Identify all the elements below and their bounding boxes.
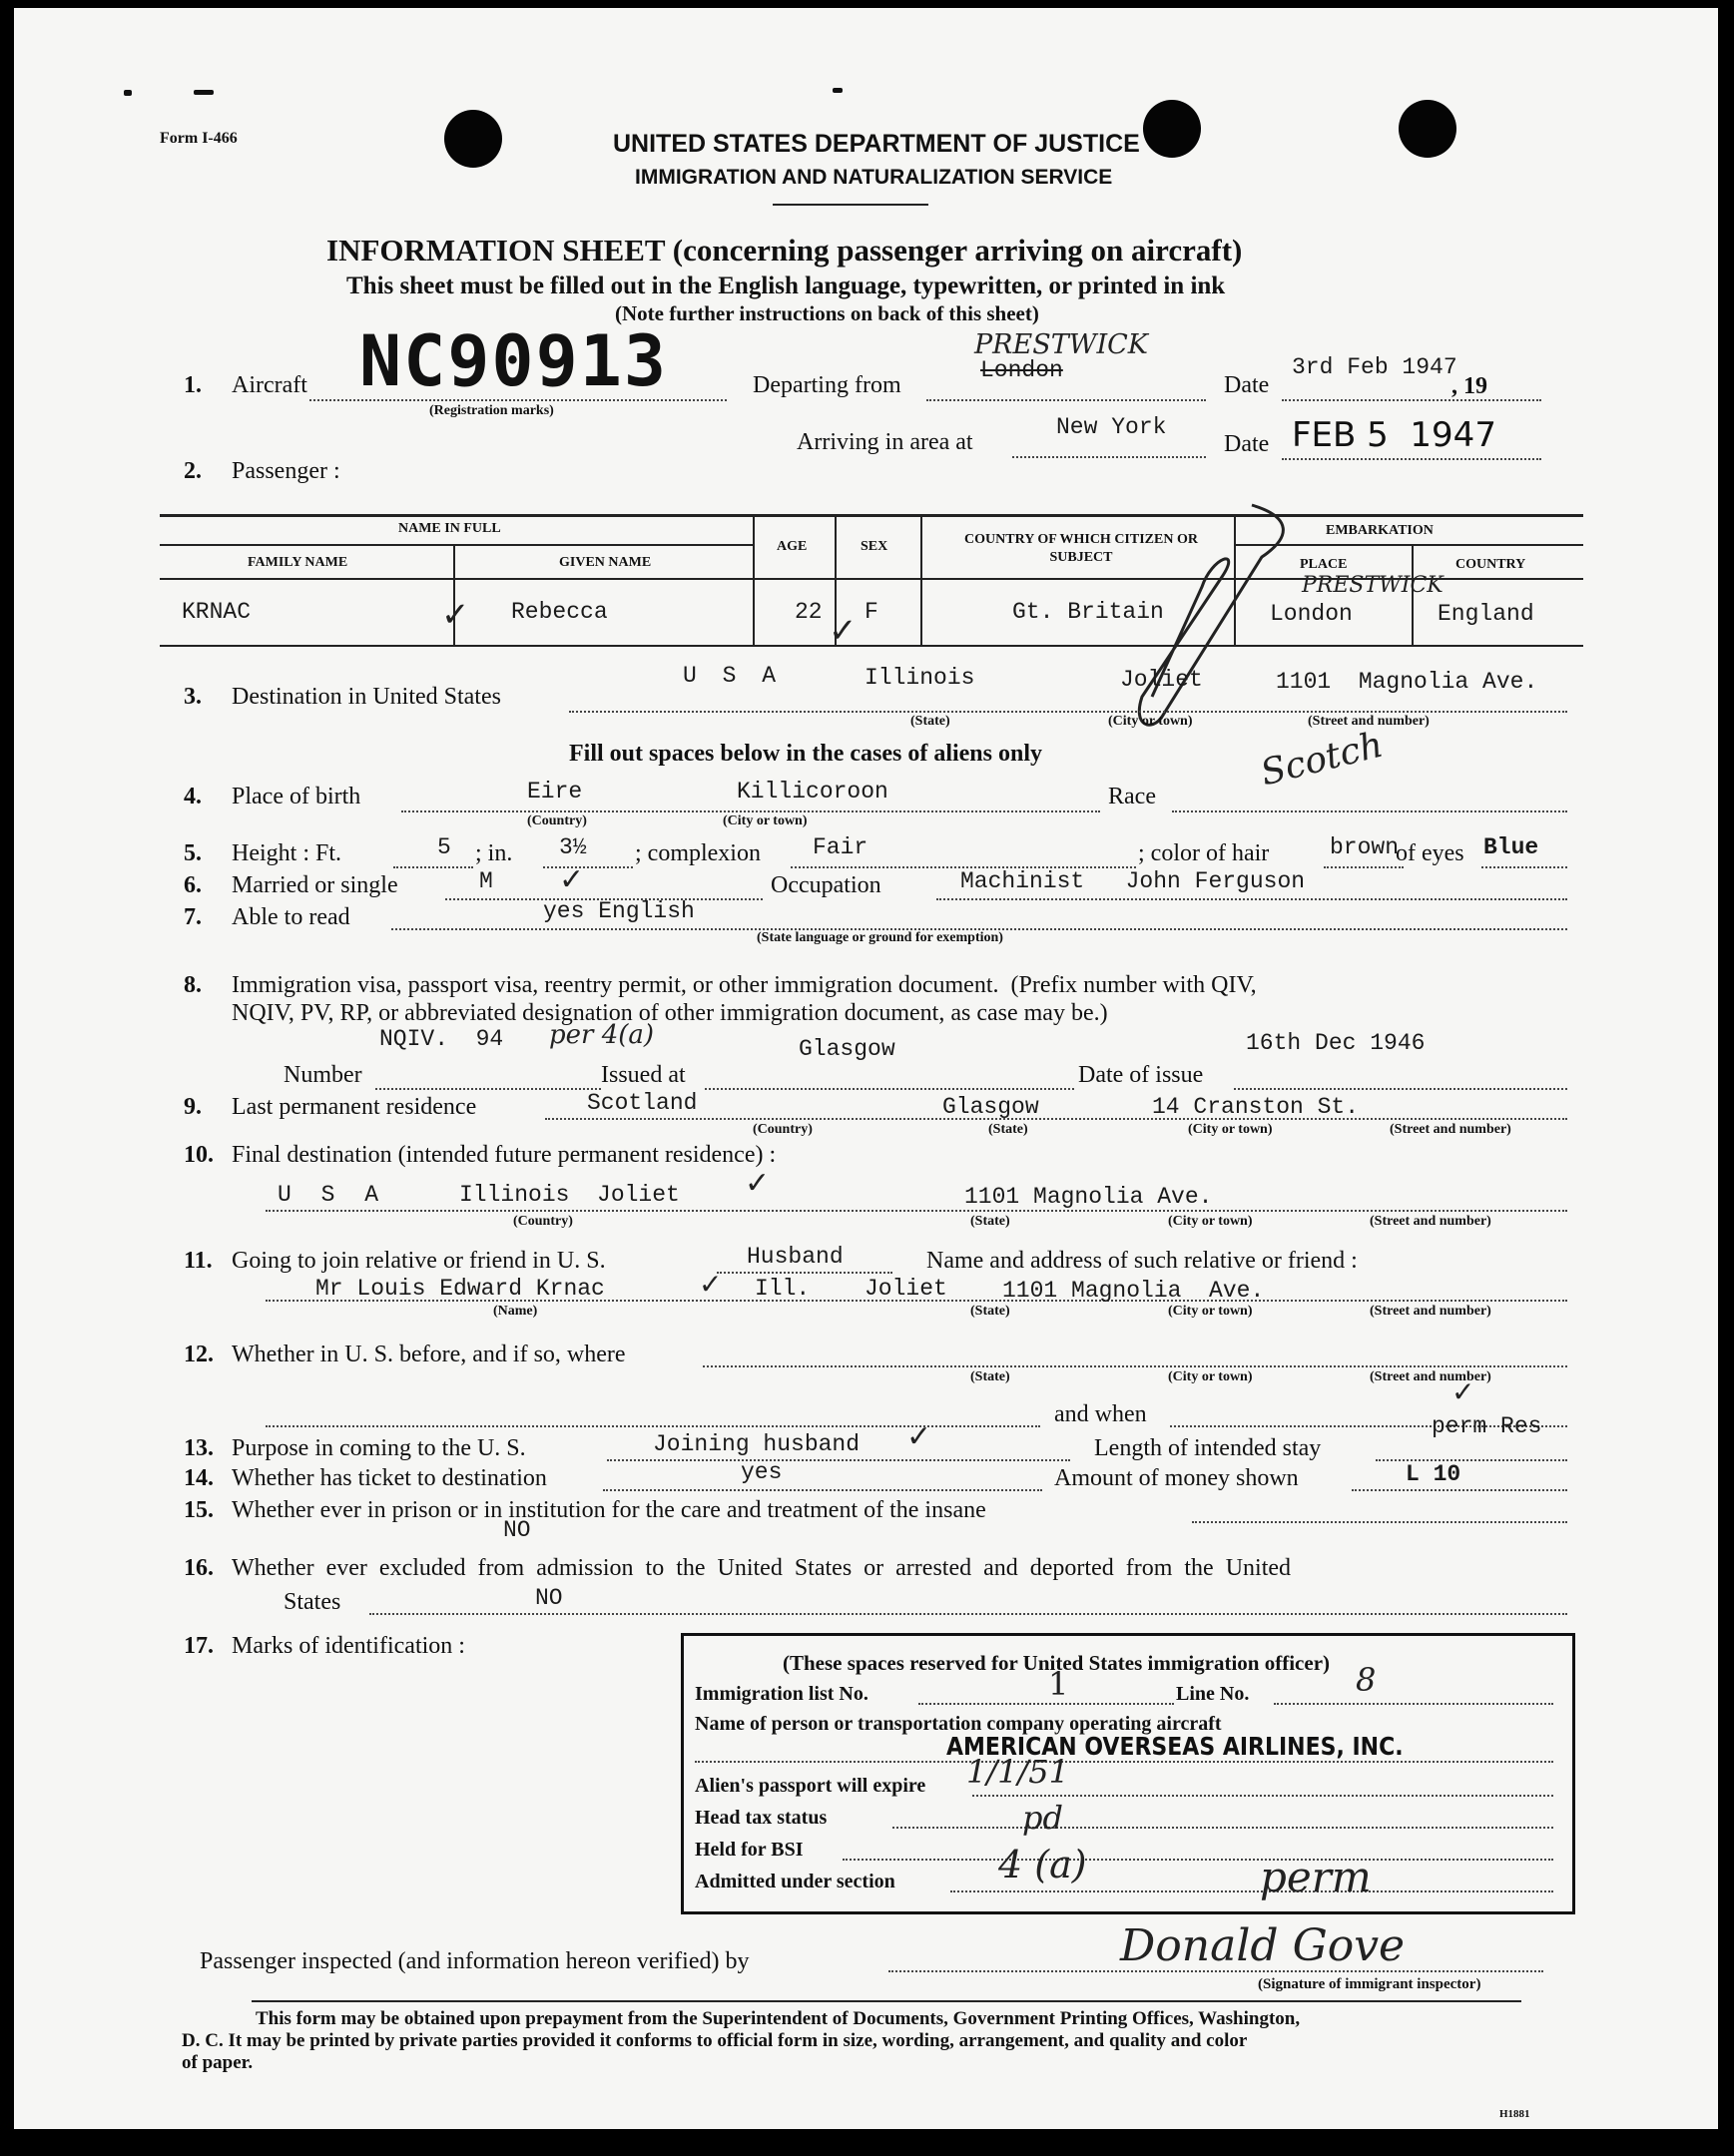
height-inches: 3½	[559, 834, 587, 860]
complexion-label: ; complexion	[635, 840, 761, 866]
marital-value: M	[479, 868, 493, 894]
place-handwritten: PRESTWICK	[1302, 573, 1444, 598]
marks-label: Marks of identification :	[232, 1633, 465, 1659]
before-state-caption: (State)	[970, 1369, 1010, 1384]
place-cell: London	[1270, 601, 1353, 627]
prison-value: NO	[503, 1517, 531, 1543]
check-mark: ✓	[1451, 1375, 1475, 1408]
arrival-date-stamp: FEB 5 1947	[1292, 415, 1496, 455]
residence-country-caption: (Country)	[753, 1122, 813, 1137]
ticket-label: Whether has ticket to destination	[232, 1465, 547, 1491]
item-number: 5.	[184, 840, 202, 866]
col-divider	[920, 514, 922, 645]
money-value: L 10	[1406, 1461, 1461, 1487]
aliens-heading: Fill out spaces below in the cases of aliens only	[569, 741, 1043, 767]
birth-city: Killicoroon	[737, 779, 888, 805]
stay-label: Length of intended stay	[1094, 1435, 1322, 1461]
item-number: 7.	[184, 904, 202, 930]
city-caption: (City or town)	[1108, 714, 1193, 729]
item-number: 13.	[184, 1435, 214, 1461]
departure-date: 3rd Feb 1947	[1292, 354, 1457, 380]
family-name-header: FAMILY NAME	[248, 555, 348, 570]
sheet-title: INFORMATION SHEET (concerning passenger arriving on aircraft)	[326, 233, 1243, 268]
form-number: Form I-466	[160, 130, 238, 147]
occupation-line	[936, 898, 1567, 900]
visa-date-value: 16th Dec 1946	[1246, 1030, 1426, 1056]
service-title: IMMIGRATION AND NATURALIZATION SERVICE	[635, 166, 1113, 189]
height-feet: 5	[437, 834, 451, 860]
money-label: Amount of money shown	[1054, 1465, 1299, 1491]
sex-header: SEX	[861, 539, 888, 554]
date2-label: Date	[1224, 431, 1270, 457]
col-divider	[753, 514, 755, 645]
headtax-label: Head tax status	[695, 1807, 828, 1829]
item-number: 11.	[184, 1248, 213, 1274]
item-number: 16.	[184, 1555, 214, 1581]
department-title: UNITED STATES DEPARTMENT OF JUSTICE	[613, 130, 1140, 158]
check-mark: ✓	[559, 862, 585, 897]
check-mark: ✓	[441, 595, 470, 635]
arriving-value: New York	[1056, 414, 1167, 440]
passport-line	[972, 1795, 1553, 1797]
relative-name: Mr Louis Edward Krnac	[315, 1276, 605, 1302]
relative-city: Joliet	[865, 1276, 947, 1302]
date2-line	[1282, 458, 1541, 460]
speck	[833, 88, 843, 93]
join-relation: Husband	[747, 1244, 844, 1270]
before-street-caption: (Street and number)	[1370, 1369, 1491, 1384]
embarkation-header: EMBARKATION	[1326, 523, 1434, 538]
excluded-label-2: States	[284, 1589, 341, 1615]
departing-handwritten: PRESTWICK	[974, 329, 1148, 360]
departing-value: London	[980, 357, 1063, 383]
birthplace-line	[401, 810, 1100, 812]
relative-name-caption: (Name)	[493, 1304, 538, 1319]
relative-city-caption: (City or town)	[1168, 1304, 1253, 1319]
bsi-line	[843, 1859, 1553, 1861]
place-header: PLACE	[1300, 557, 1348, 572]
final-street: 1101 Magnolia Ave.	[964, 1184, 1213, 1210]
hair-line	[1324, 866, 1404, 868]
footer-line-3: of paper.	[182, 2052, 254, 2073]
aircraft-registration: NC90913	[359, 320, 669, 402]
date-line	[1282, 399, 1541, 401]
emb-country-cell: England	[1438, 601, 1534, 627]
punch-hole-center	[1143, 100, 1201, 158]
destination-label: Destination in United States	[232, 684, 501, 710]
given-name-header: GIVEN NAME	[559, 555, 652, 570]
read-label: Able to read	[232, 904, 350, 930]
visa-date-line	[1234, 1088, 1567, 1090]
purpose-line	[607, 1459, 1070, 1461]
occupation-value: Machinist John Ferguson	[960, 868, 1306, 894]
line-line	[1274, 1703, 1553, 1705]
purpose-label: Purpose in coming to the U. S.	[232, 1435, 526, 1461]
headtax-value: pd	[1022, 1799, 1063, 1837]
footer-code: H1881	[1499, 2108, 1530, 2120]
footer-rule	[252, 2000, 1521, 2002]
destination-line	[569, 711, 1567, 713]
back-note: (Note further instructions on back of this sheet)	[615, 301, 1039, 325]
headtax-line	[892, 1827, 1553, 1829]
final-state-caption: (State)	[970, 1214, 1010, 1229]
feet-line	[393, 866, 473, 868]
list-label: Immigration list No.	[695, 1683, 868, 1705]
relative-street: 1101 Magnolia Ave.	[1002, 1278, 1265, 1304]
visa-issued-value: Glasgow	[799, 1036, 895, 1062]
name-subrule	[160, 544, 753, 546]
destination-city: Joliet	[1120, 667, 1203, 693]
item-number: 15.	[184, 1497, 214, 1523]
birthplace-label: Place of birth	[232, 784, 361, 809]
operator-label: Name of person or transportation company operating aircraft	[695, 1713, 1222, 1735]
destination-country: U S A	[683, 663, 783, 689]
final-state: Illinois Joliet	[459, 1182, 680, 1208]
final-dest-line	[266, 1210, 1567, 1212]
arriving-line	[1012, 456, 1206, 458]
line-value: 8	[1356, 1661, 1377, 1699]
eyes-line	[1481, 866, 1567, 868]
sex-cell: F	[865, 599, 878, 625]
street-caption: (Street and number)	[1308, 714, 1430, 729]
destination-street: 1101 Magnolia Ave.	[1276, 669, 1538, 695]
final-city-caption: (City or town)	[1168, 1214, 1253, 1229]
final-dest-label: Final destination (intended future permanent residence) :	[232, 1142, 777, 1168]
date-suffix: , 19	[1451, 373, 1487, 399]
visa-number-line	[375, 1088, 601, 1090]
inspector-label: Passenger inspected (and information hereon verified) by	[200, 1948, 750, 1974]
check-mark: ✓	[829, 611, 858, 651]
money-line	[1352, 1489, 1567, 1491]
final-country: U S A	[278, 1182, 387, 1208]
height-label: Height : Ft.	[232, 840, 342, 866]
citizen-cell: Gt. Britain	[1012, 599, 1164, 625]
hair-value: brown	[1330, 834, 1400, 860]
relative-state-caption: (State)	[970, 1304, 1010, 1319]
bsi-label: Held for BSI	[695, 1839, 804, 1861]
passport-label: Alien's passport will expire	[695, 1775, 926, 1797]
prison-line	[1192, 1521, 1567, 1523]
age-header: AGE	[777, 539, 808, 554]
hair-label: ; color of hair	[1138, 840, 1270, 866]
emb-country-header: COUNTRY	[1455, 557, 1526, 572]
complexion-value: Fair	[813, 834, 868, 860]
item-number: 14.	[184, 1465, 214, 1491]
inspector-caption: (Signature of immigrant inspector)	[1258, 1976, 1481, 1992]
visa-date-label: Date of issue	[1078, 1062, 1204, 1088]
final-country-caption: (Country)	[513, 1214, 573, 1229]
passport-value: 1/1/51	[966, 1753, 1069, 1791]
eyes-label: of eyes	[1396, 840, 1464, 866]
excluded-value: NO	[535, 1585, 563, 1611]
visa-number-label: Number	[284, 1062, 362, 1088]
item-number: 1.	[184, 372, 202, 398]
list-value: 1	[1048, 1665, 1069, 1703]
citizen-header: COUNTRY OF WHICH CITIZEN OR SUBJECT	[964, 532, 1198, 565]
header-rule	[773, 204, 928, 206]
footer-line-1: This form may be obtained upon prepayment from the Superintendent of Documents, Government Printing Offices, Washington,	[256, 2008, 1301, 2029]
when-value: perm Res	[1432, 1413, 1542, 1439]
join-label: Going to join relative or friend in U. S.	[232, 1248, 606, 1274]
ticket-line	[603, 1489, 1042, 1491]
speck	[124, 90, 132, 96]
section-handwritten: perm	[1260, 1853, 1372, 1901]
check-mark: ✓	[699, 1268, 723, 1301]
visa-number-handwritten: per 4(a)	[549, 1020, 655, 1050]
item-number: 9.	[184, 1094, 202, 1120]
item-number: 3.	[184, 684, 202, 710]
occupation-label: Occupation	[771, 872, 881, 898]
item-number: 17.	[184, 1633, 214, 1659]
passenger-label: Passenger :	[232, 458, 340, 484]
age-cell: 22	[795, 599, 823, 625]
date-label: Date	[1224, 372, 1270, 398]
departing-label: Departing from	[753, 372, 901, 398]
race-line	[1172, 810, 1567, 812]
form-sheet	[14, 8, 1718, 2129]
handwritten-scrawl-icon	[1102, 497, 1302, 737]
relative-street-caption: (Street and number)	[1370, 1304, 1491, 1319]
relative-state: Ill.	[755, 1276, 811, 1302]
residence-country: Scotland	[587, 1090, 698, 1116]
residence-city: 14 Cranston St.	[1152, 1094, 1360, 1120]
speck	[194, 90, 214, 95]
language-instruction: This sheet must be filled out in the English language, typewritten, or printed in ink	[346, 272, 1226, 299]
residence-label: Last permanent residence	[232, 1094, 477, 1120]
departing-line	[926, 399, 1206, 401]
excluded-label: Whether ever excluded from admission to the United States or arrested and deported from the United	[232, 1555, 1292, 1581]
inches-label: ; in.	[475, 840, 513, 866]
read-caption: (State language or ground for exemption)	[757, 930, 1003, 945]
prison-label: Whether ever in prison or in institution for the care and treatment of the insane	[232, 1497, 986, 1523]
check-mark: ✓	[906, 1419, 932, 1454]
given-name-cell: Rebecca	[511, 599, 608, 625]
officer-box-heading: (These spaces reserved for United States immigration officer)	[783, 1651, 1331, 1675]
residence-state-caption: (State)	[988, 1122, 1028, 1137]
inches-line	[543, 866, 633, 868]
residence-line	[545, 1118, 1567, 1120]
before-city-caption: (City or town)	[1168, 1369, 1253, 1384]
family-name-cell: KRNAC	[182, 599, 252, 625]
final-street-caption: (Street and number)	[1370, 1214, 1491, 1229]
check-mark: ✓	[745, 1166, 771, 1201]
residence-street-caption: (Street and number)	[1390, 1122, 1511, 1137]
footer-line-2: D. C. It may be printed by private parties provided it conforms to official form in size, wording, arrangement, and quality and color	[182, 2030, 1248, 2051]
before-label: Whether in U. S. before, and if so, where	[232, 1342, 626, 1367]
inspector-signature: Donald Gove	[1120, 1920, 1406, 1971]
aircraft-label: Aircraft	[232, 372, 307, 398]
purpose-value: Joining husband	[653, 1431, 861, 1457]
eyes-value: Blue	[1483, 834, 1539, 860]
item-number: 6.	[184, 872, 202, 898]
visa-text-1: Immigration visa, passport visa, reentry permit, or other immigration document. (Prefix number with QIV,	[232, 972, 1257, 998]
visa-text-2: NQIV, PV, RP, or abbreviated designation of other immigration document, as case may be.)	[232, 1000, 1108, 1026]
registration-caption: (Registration marks)	[429, 403, 554, 418]
before-line	[703, 1365, 1567, 1367]
marital-label: Married or single	[232, 872, 398, 898]
item-number: 10.	[184, 1142, 214, 1168]
section-value: 4 (a)	[998, 1843, 1087, 1886]
excluded-line	[369, 1613, 1567, 1615]
visa-number-value: NQIV. 94	[379, 1026, 504, 1052]
table-bottom-rule	[160, 645, 1583, 647]
visa-issued-line	[705, 1088, 1074, 1090]
destination-state: Illinois	[865, 665, 975, 691]
punch-hole-left	[444, 110, 502, 168]
birth-city-caption: (City or town)	[723, 813, 808, 828]
residence-state: Glasgow	[942, 1094, 1039, 1120]
ticket-value: yes	[741, 1459, 783, 1485]
relative-name-label: Name and address of such relative or friend :	[926, 1248, 1358, 1274]
join-line	[717, 1272, 892, 1274]
table-top-rule	[160, 514, 1583, 517]
race-label: Race	[1108, 784, 1156, 809]
item-number: 2.	[184, 458, 202, 484]
item-number: 4.	[184, 784, 202, 809]
item-number: 12.	[184, 1342, 214, 1367]
state-caption: (State)	[910, 714, 950, 729]
birth-country: Eire	[527, 779, 583, 805]
when-label: and when	[1054, 1401, 1147, 1427]
punch-hole-right	[1399, 100, 1456, 158]
name-in-full-header: NAME IN FULL	[398, 521, 501, 536]
arriving-label: Arriving in area at	[797, 429, 973, 455]
item-number: 8.	[184, 972, 202, 998]
operator-stamp: AMERICAN OVERSEAS AIRLINES, INC.	[946, 1733, 1404, 1762]
read-value: yes English	[543, 898, 695, 924]
section-label: Admitted under section	[695, 1871, 895, 1892]
residence-city-caption: (City or town)	[1188, 1122, 1273, 1137]
line-label: Line No.	[1176, 1683, 1250, 1705]
list-line	[918, 1703, 1174, 1705]
race-handwritten: Scotch	[1256, 724, 1388, 795]
birth-country-caption: (Country)	[527, 813, 587, 828]
section-line	[950, 1890, 1553, 1892]
stay-line	[1376, 1459, 1567, 1461]
visa-issued-label: Issued at	[601, 1062, 686, 1088]
